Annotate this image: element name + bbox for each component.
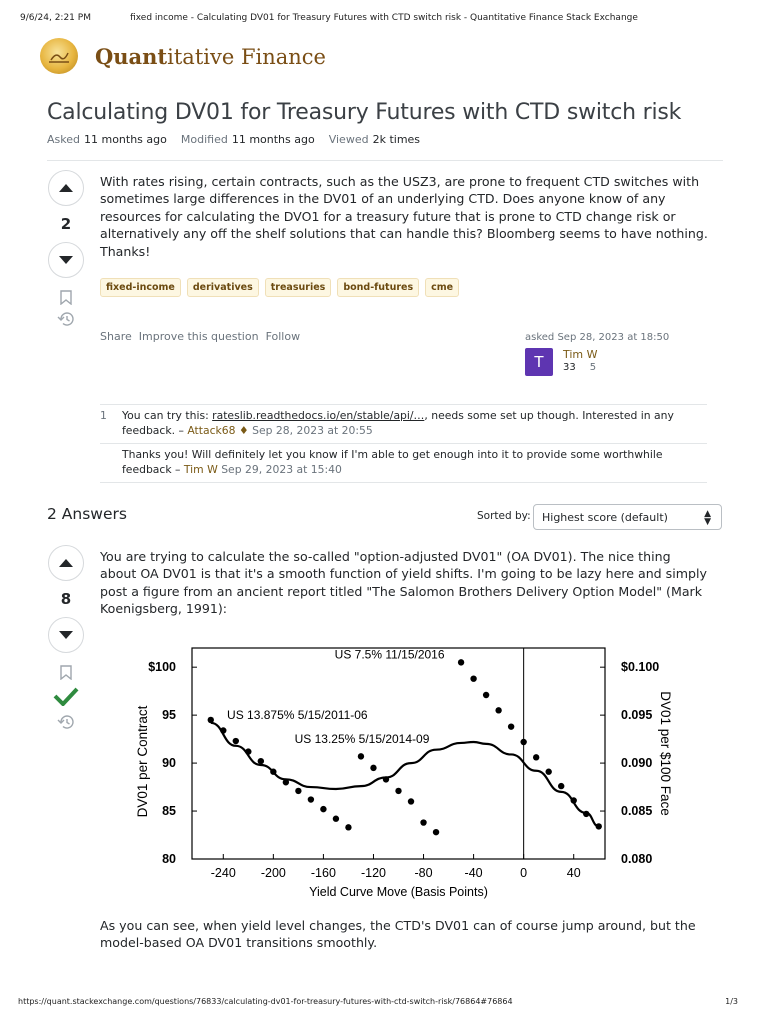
site-name-rest: itative Finance — [167, 44, 326, 69]
comment-text: You can try this: — [122, 409, 213, 422]
ctd-data-point — [458, 659, 464, 665]
series-annotation: US 13.25% 5/15/2014-09 — [294, 731, 430, 746]
caret-down-icon — [59, 631, 73, 639]
y2-tick-label: 0.090 — [621, 756, 653, 771]
asked-meta — [47, 133, 167, 146]
history-icon — [57, 714, 75, 730]
tag[interactable]: derivatives — [187, 278, 259, 297]
y-tick-label: 90 — [162, 756, 176, 771]
checkmark-icon — [53, 686, 79, 706]
ctd-data-point — [295, 788, 301, 794]
comment-text: Thanks you! Will definitely let you know if I'm able to get enough into it to provide some worthwhile feedback – — [122, 448, 663, 476]
site-name[interactable] — [95, 44, 326, 69]
ctd-data-point — [258, 758, 264, 764]
x-tick-label: 40 — [566, 866, 581, 880]
x-tick-label: -160 — [310, 866, 336, 880]
comment-link[interactable]: rateslib.readthedocs.io/en/stable/api/… — [212, 409, 425, 422]
ctd-data-point — [483, 692, 489, 698]
y2-tick-label: 0.080 — [621, 852, 653, 866]
ctd-data-point — [533, 754, 539, 760]
ctd-data-point — [308, 796, 314, 802]
answers-heading: 2 Answers — [47, 505, 127, 523]
ctd-data-point — [395, 788, 401, 794]
owner-reputation — [563, 362, 596, 373]
comment — [100, 404, 707, 443]
modified-meta — [181, 133, 315, 146]
question-title[interactable]: Calculating DV01 for Treasury Futures with CTD switch risk — [47, 100, 682, 125]
share-link[interactable]: Share — [100, 330, 132, 343]
improve-link[interactable]: Improve this question — [138, 330, 259, 343]
question-meta — [47, 133, 420, 146]
caret-up-icon — [59, 559, 73, 567]
viewed-label: Viewed — [328, 133, 369, 146]
chart-logo-icon — [48, 48, 70, 64]
accepted-answer-indicator — [53, 685, 79, 707]
ctd-data-point — [358, 753, 364, 759]
comment-score: 1 — [100, 409, 107, 422]
site-header[interactable] — [40, 38, 326, 74]
bookmark-icon — [60, 290, 72, 305]
y-tick-label: $100 — [148, 660, 176, 675]
y2-tick-label: $0.100 — [621, 660, 660, 675]
dv01-chart — [115, 630, 710, 910]
comment-text-rest: , needs some set up though. Interested in any feedback. – — [122, 409, 674, 437]
y2-tick-label: 0.095 — [621, 708, 653, 723]
answer-score: 8 — [60, 590, 72, 608]
x-tick-label: -240 — [210, 866, 236, 880]
ctd-data-point — [520, 739, 526, 745]
sort-value: Highest score (default) — [542, 511, 668, 524]
answer-votecell — [47, 545, 85, 731]
owner-name[interactable]: Tim W — [563, 348, 598, 361]
history-icon — [57, 311, 75, 327]
ctd-data-point — [545, 769, 551, 775]
bookmark-icon — [60, 665, 72, 680]
x-tick-label: -80 — [414, 866, 433, 880]
ctd-data-point — [333, 816, 339, 822]
series-annotation: US 13.875% 5/15/2011-06 — [227, 707, 368, 722]
select-arrows-icon: ▲ ▼ — [704, 509, 711, 527]
upvote-button[interactable] — [48, 170, 84, 206]
ctd-data-point — [433, 829, 439, 835]
print-url: https://quant.stackexchange.com/questions/76833/calculating-dv01-for-treasury-futures-with-ctd-switch-risk/76864#76864 — [18, 997, 513, 1006]
moderator-diamond-icon: ♦ — [238, 423, 249, 437]
x-tick-label: -120 — [360, 866, 386, 880]
answer-conclusion: As you can see, when yield level changes, the CTD's DV01 can of course jump around, but the model-based OA DV01 transitions smoothly. — [100, 918, 696, 951]
ctd-data-point — [420, 819, 426, 825]
tag[interactable]: bond-futures — [337, 278, 419, 297]
caret-up-icon — [59, 184, 73, 192]
comment-date[interactable]: Sep 28, 2023 at 20:55 — [252, 423, 373, 437]
modified-value[interactable]: 11 months ago — [231, 133, 315, 146]
modified-label: Modified — [180, 133, 228, 146]
print-title: fixed income - Calculating DV01 for Treasury Futures with CTD switch risk - Quantitative Finance Stack Exchange — [130, 13, 638, 23]
caret-down-icon — [59, 256, 73, 264]
ctd-data-point — [495, 707, 501, 713]
series-annotation: US 7.5% 11/15/2016 — [334, 647, 445, 662]
question-votecell — [47, 170, 85, 328]
y-tick-label: 80 — [162, 852, 176, 866]
print-page: 1/3 — [725, 997, 738, 1006]
tag[interactable]: cme — [425, 278, 459, 297]
bookmark-button[interactable] — [57, 663, 75, 681]
comment — [100, 443, 707, 483]
reputation-score: 33 — [563, 362, 576, 373]
ctd-data-point — [558, 783, 564, 789]
sort-select[interactable] — [533, 504, 722, 530]
owner-signature — [525, 332, 670, 373]
ctd-data-point — [345, 824, 351, 830]
question-body: With rates rising, certain contracts, such as the USZ3, are prone to frequent CTD switches with sometimes large differences in the DV01 of an underlying CTD. Does anyone know of any resources for calculating the DVO1 for a treasury future that is prone to CTD change risk or alternatively any off the shelf solutions that can handle this? Bloomberg seems to have nothing. Thanks! — [100, 174, 708, 259]
ctd-data-point — [408, 798, 414, 804]
y2-axis-label: DV01 per $100 Face — [658, 691, 673, 816]
x-tick-label: -40 — [464, 866, 483, 880]
answer-body: You are trying to calculate the so-called "option-adjusted DV01" (OA DV01). The nice thing about OA DV01 is that it's a smooth function of yield shifts. I'm going to be lazy here and simply post a figure from an ancient report titled "The Salomon Brothers Delivery Option Model" (Mark Koenigsberg, 1991): — [100, 549, 707, 617]
y-tick-label: 95 — [162, 708, 176, 723]
ctd-data-point — [233, 738, 239, 744]
bookmark-button[interactable] — [57, 288, 75, 306]
y2-tick-label: 0.085 — [621, 804, 653, 819]
asked-date: asked Sep 28, 2023 at 18:50 — [525, 332, 670, 343]
viewed-value: 2k times — [372, 133, 421, 146]
post-menu — [100, 330, 300, 343]
print-date: 9/6/24, 2:21 PM — [20, 13, 91, 23]
upvote-button[interactable] — [48, 545, 84, 581]
bronze-badge-count: 5 — [589, 362, 597, 373]
ctd-data-point — [508, 723, 514, 729]
asked-label: Asked — [47, 133, 80, 146]
downvote-button[interactable] — [48, 617, 84, 653]
tag-list — [100, 278, 459, 297]
plot-frame — [192, 648, 605, 859]
tag[interactable]: fixed-income — [100, 278, 181, 297]
comment-date[interactable]: Sep 29, 2023 at 15:40 — [221, 462, 342, 476]
divider — [47, 160, 723, 161]
ctd-data-point — [320, 806, 326, 812]
tag[interactable]: treasuries — [265, 278, 332, 297]
comment-user[interactable]: Tim W — [183, 462, 218, 476]
comments-list — [100, 404, 707, 483]
ctd-data-point — [470, 675, 476, 681]
x-tick-label: -200 — [260, 866, 286, 880]
y-axis-label: DV01 per Contract — [135, 705, 150, 818]
sort-label: Sorted by: — [477, 510, 531, 522]
downvote-button[interactable] — [48, 242, 84, 278]
x-axis-label: Yield Curve Move (Basis Points) — [309, 885, 488, 899]
asked-value: 11 months ago — [83, 133, 167, 146]
site-logo[interactable] — [40, 38, 78, 74]
y-tick-label: 85 — [162, 804, 176, 819]
ctd-data-point — [370, 765, 376, 771]
question-score: 2 — [60, 215, 72, 233]
avatar[interactable]: T — [525, 348, 553, 376]
viewed-meta — [329, 133, 420, 146]
follow-button[interactable]: Follow — [265, 330, 301, 343]
x-tick-label: 0 — [520, 866, 528, 880]
site-name-bold: Quant — [95, 43, 168, 69]
oa-dv01-figure — [115, 630, 710, 910]
history-button[interactable] — [57, 713, 75, 731]
comment-user[interactable]: Attack68 — [187, 423, 236, 437]
history-button[interactable] — [57, 310, 75, 328]
